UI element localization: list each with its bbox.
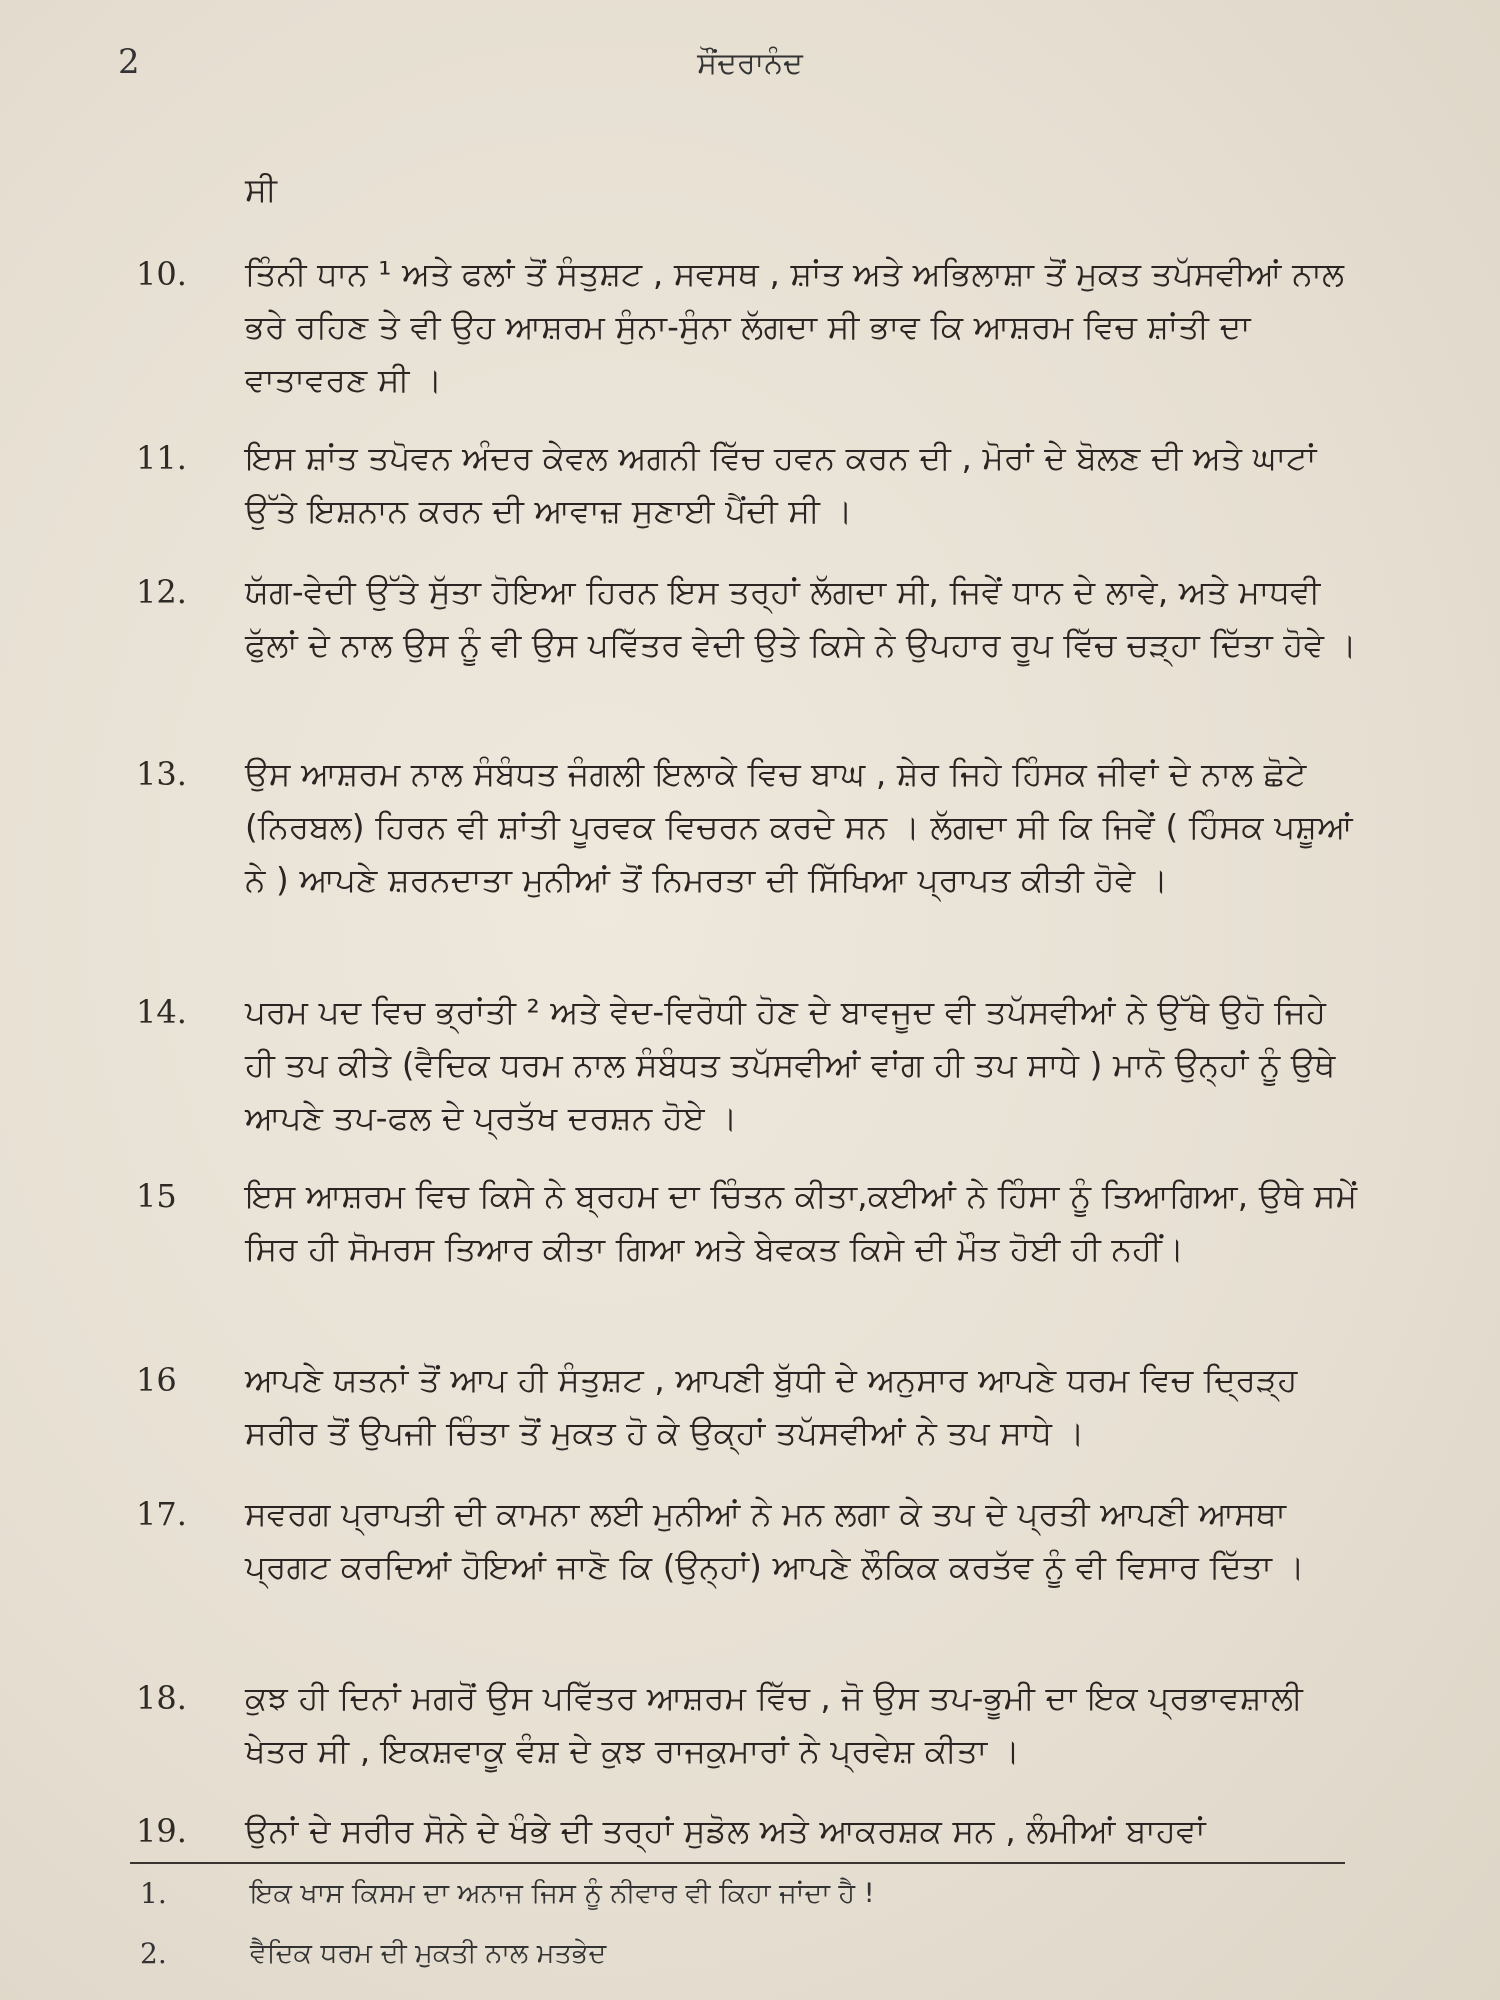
running-title: ਸੌਂਦਰਾਨੰਦ <box>697 46 803 81</box>
verse-number: 14. <box>136 993 187 1031</box>
footnote-number: 1. <box>140 1877 167 1910</box>
footnote-number: 2. <box>140 1937 167 1970</box>
verse-text: ਉਸ ਆਸ਼ਰਮ ਨਾਲ ਸੰਬੰਧਤ ਜੰਗਲੀ ਇਲਾਕੇ ਵਿਚ ਬਾਘ , ਸ਼ੇਰ ਜਿਹੇ ਹਿੰਸਕ ਜੀਵਾਂ ਦੇ ਨਾਲ ਛੋਟੇ (ਨਿਰਬਲ) ਹਿਰਨ ਵੀ ਸ਼ਾਂਤੀ ਪੂਰਵਕ ਵਿਚਰਨ ਕਰਦੇ ਸਨ । ਲੱਗਦਾ ਸੀ ਕਿ ਜਿਵੇਂ ( ਹਿੰਸਕ ਪਸ਼ੂਆਂ ਨੇ ) ਆਪਣੇ ਸ਼ਰਨਦਾਤਾ ਮੁਨੀਆਂ ਤੋਂ ਨਿਮਰਤਾ ਦੀ ਸਿੱਖਿਆ ਪ੍ਰਾਪਤ ਕੀਤੀ ਹੋਵੇ । <box>245 755 1353 899</box>
verse-number: 17. <box>136 1495 187 1533</box>
verse-text: ਯੱਗ-ਵੇਦੀ ਉੱਤੇ ਸੁੱਤਾ ਹੋਇਆ ਹਿਰਨ ਇਸ ਤਰ੍ਹਾਂ ਲੱਗਦਾ ਸੀ, ਜਿਵੇਂ ਧਾਨ ਦੇ ਲਾਵੇ, ਅਤੇ ਮਾਧਵੀ ਫੁੱਲਾਂ ਦੇ ਨਾਲ ਉਸ ਨੂੰ ਵੀ ਉਸ ਪਵਿੱਤਰ ਵੇਦੀ ਉਤੇ ਕਿਸੇ ਨੇ ਉਪਹਾਰ ਰੂਪ ਵਿੱਚ ਚੜ੍ਹਾ ਦਿੱਤਾ ਹੋਵੇ । <box>245 573 1357 664</box>
verse-text: ਆਪਣੇ ਯਤਨਾਂ ਤੋਂ ਆਪ ਹੀ ਸੰਤੁਸ਼ਟ , ਆਪਣੀ ਬੁੱਧੀ ਦੇ ਅਨੁਸਾਰ ਆਪਣੇ ਧਰਮ ਵਿਚ ਦ੍ਰਿੜ੍ਹ ਸਰੀਰ ਤੋਂ ਉਪਜੀ ਚਿੰਤਾ ਤੋਂ ਮੁਕਤ ਹੋ ਕੇ ਉਕ੍ਹਾਂ ਤਪੱਸਵੀਆਂ ਨੇ ਤਪ ਸਾਧੇ । <box>245 1361 1298 1452</box>
verse-number: 19. <box>136 1812 187 1850</box>
verse-text: ਉਨਾਂ ਦੇ ਸਰੀਰ ਸੋਨੇ ਦੇ ਖੰਭੇ ਦੀ ਤਰ੍ਹਾਂ ਸੁਡੋਲ ਅਤੇ ਆਕਰਸ਼ਕ ਸਨ , ਲੰਮੀਆਂ ਬਾਹਵਾਂ <box>245 1812 1206 1850</box>
verse-number: 16 <box>136 1361 177 1399</box>
page-number: 2 <box>118 42 140 82</box>
verse-text: ਇਸ ਸ਼ਾਂਤ ਤਪੋਵਨ ਅੰਦਰ ਕੇਵਲ ਅਗਨੀ ਵਿੱਚ ਹਵਨ ਕਰਨ ਦੀ , ਮੋਰਾਂ ਦੇ ਬੋਲਣ ਦੀ ਅਤੇ ਘਾਟਾਂ ਉੱਤੇ ਇਸ਼ਨਾਨ ਕਰਨ ਦੀ ਆਵਾਜ਼ ਸੁਣਾਈ ਪੈਂਦੀ ਸੀ । <box>245 439 1317 530</box>
verse-text: ਇਸ ਆਸ਼ਰਮ ਵਿਚ ਕਿਸੇ ਨੇ ਬ੍ਰਹਮ ਦਾ ਚਿੰਤਨ ਕੀਤਾ,ਕਈਆਂ ਨੇ ਹਿੰਸਾ ਨੂੰ ਤਿਆਗਿਆ, ਉਥੇ ਸਮੇਂ ਸਿਰ ਹੀ ਸੋਮਰਸ ਤਿਆਰ ਕੀਤਾ ਗਿਆ ਅਤੇ ਬੇਵਕਤ ਕਿਸੇ ਦੀ ਮੌਤ ਹੋਈ ਹੀ ਨਹੀਂ। <box>245 1177 1358 1268</box>
verse-number: 12. <box>136 573 187 611</box>
verse-text: ਤਿੰਨੀ ਧਾਨ ¹ ਅਤੇ ਫਲਾਂ ਤੋਂ ਸੰਤੁਸ਼ਟ , ਸਵਸਥ , ਸ਼ਾਂਤ ਅਤੇ ਅਭਿਲਾਸ਼ਾ ਤੋਂ ਮੁਕਤ ਤਪੱਸਵੀਆਂ ਨਾਲ ਭਰੇ ਰਹਿਣ ਤੇ ਵੀ ਉਹ ਆਸ਼ਰਮ ਸੁੰਨਾ-ਸੁੰਨਾ ਲੱਗਦਾ ਸੀ ਭਾਵ ਕਿ ਆਸ਼ਰਮ ਵਿਚ ਸ਼ਾਂਤੀ ਦਾ ਵਾਤਾਵਰਣ ਸੀ । <box>245 255 1345 399</box>
verse-number: 15 <box>136 1177 177 1215</box>
footnote-divider <box>130 1862 1345 1864</box>
verse-text: ਸਵਰਗ ਪ੍ਰਾਪਤੀ ਦੀ ਕਾਮਨਾ ਲਈ ਮੁਨੀਆਂ ਨੇ ਮਨ ਲਗਾ ਕੇ ਤਪ ਦੇ ਪ੍ਰਤੀ ਆਪਣੀ ਆਸਥਾ ਪ੍ਰਗਟ ਕਰਦਿਆਂ ਹੋਇਆਂ ਜਾਣੋ ਕਿ (ਉਨ੍ਹਾਂ) ਆਪਣੇ ਲੌਕਿਕ ਕਰਤੱਵ ਨੂੰ ਵੀ ਵਿਸਾਰ ਦਿੱਤਾ । <box>245 1495 1305 1586</box>
verse-text: ਪਰਮ ਪਦ ਵਿਚ ਭ੍ਰਾਂਤੀ ² ਅਤੇ ਵੇਦ-ਵਿਰੋਧੀ ਹੋਣ ਦੇ ਬਾਵਜੂਦ ਵੀ ਤਪੱਸਵੀਆਂ ਨੇ ਉੱਥੇ ਉਹੋ ਜਿਹੇ ਹੀ ਤਪ ਕੀਤੇ (ਵੈਦਿਕ ਧਰਮ ਨਾਲ ਸੰਬੰਧਤ ਤਪੱਸਵੀਆਂ ਵਾਂਗ ਹੀ ਤਪ ਸਾਧੇ ) ਮਾਨੋ ਉਨ੍ਹਾਂ ਨੂੰ ਉਥੇ ਆਪਣੇ ਤਪ-ਫਲ ਦੇ ਪ੍ਰਤੱਖ ਦਰਸ਼ਨ ਹੋਏ । <box>245 993 1336 1137</box>
footnote-text: ਇਕ ਖਾਸ ਕਿਸਮ ਦਾ ਅਨਾਜ ਜਿਸ ਨੂੰ ਨੀਵਾਰ ਵੀ ਕਿਹਾ ਜਾਂਦਾ ਹੈ ! <box>250 1878 875 1909</box>
verse-number: 18. <box>136 1679 187 1717</box>
verse-number: 10. <box>136 255 187 293</box>
footnote-text: ਵੈਦਿਕ ਧਰਮ ਦੀ ਮੁਕਤੀ ਨਾਲ ਮਤਭੇਦ <box>250 1938 607 1969</box>
verse-text: ਕੁਝ ਹੀ ਦਿਨਾਂ ਮਗਰੋਂ ਉਸ ਪਵਿੱਤਰ ਆਸ਼ਰਮ ਵਿੱਚ , ਜੋ ਉਸ ਤਪ-ਭੂਮੀ ਦਾ ਇਕ ਪ੍ਰਭਾਵਸ਼ਾਲੀ ਖੇਤਰ ਸੀ , ਇਕਸ਼ਵਾਕੂ ਵੰਸ਼ ਦੇ ਕੁਝ ਰਾਜਕੁਮਾਰਾਂ ਨੇ ਪ੍ਰਵੇਸ਼ ਕੀਤਾ । <box>245 1679 1304 1770</box>
verse-number: 13. <box>136 755 187 793</box>
verse-number: 11. <box>136 439 187 477</box>
continuation-text: ਸੀ <box>245 170 277 209</box>
